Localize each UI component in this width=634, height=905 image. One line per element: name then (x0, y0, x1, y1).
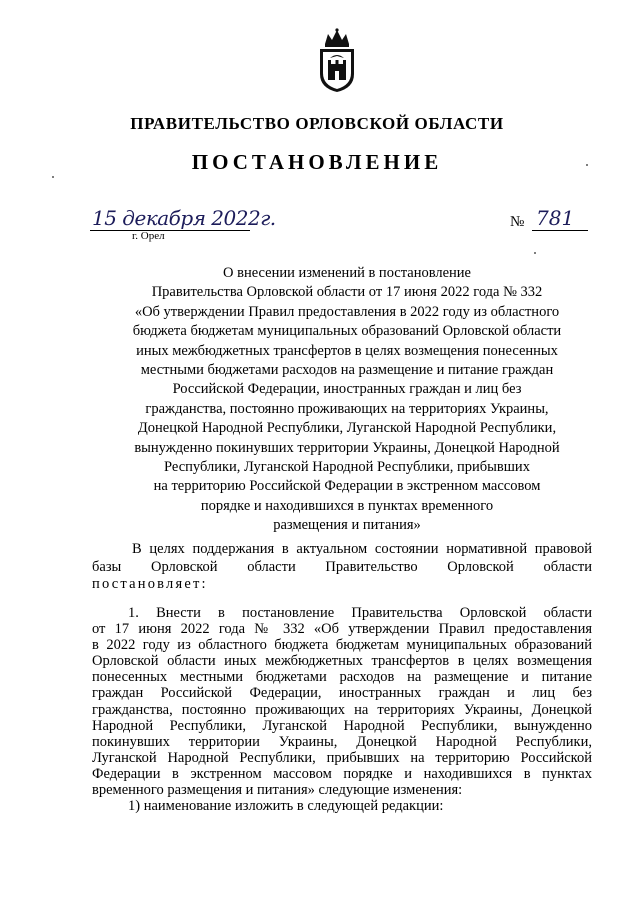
subject-line: на территорию Российской Федерации в экстренном массовом (153, 478, 541, 495)
document-type-title: ПОСТАНОВЛЕНИЕ (191, 150, 443, 174)
subject-line: порядке и находившихся в пунктах временного (200, 497, 494, 514)
preamble-line: базы Орловской области Правительство Орловской области (92, 558, 592, 575)
item-line: в 2022 году из областного бюджета бюджетам муниципальных образований (92, 637, 592, 654)
item-line: 1. Внести в постановление Правительства Орловской области (128, 605, 592, 621)
subject-line: Правительства Орловской области от 17 июня 2022 года № 332 (151, 284, 543, 301)
item-line: понесенных местными бюджетами расходов на размещение и питание (92, 669, 592, 686)
subject-line: местными бюджетами расходов на размещение и питание граждан (140, 362, 554, 379)
subject-line: Республики, Луганской Народной Республики, прибывших (164, 459, 530, 476)
preamble-paragraph (92, 541, 592, 594)
scan-speck (52, 176, 54, 178)
item-line: от 17 июня 2022 года № 332 «Об утверждении Правил предоставления (92, 621, 592, 638)
item-line: Народной Республики, Луганской Народной Республики, вынужденно (92, 717, 592, 734)
subject-line: О внесении изменений в постановление (223, 265, 471, 281)
preamble-line: В целях поддержания в актуальном состоянии нормативной правовой (132, 541, 592, 557)
handwritten-number: 781 (536, 206, 575, 230)
item-line: Луганской Народной Республики, прибывших на территорию Российской (92, 749, 592, 766)
date-underline (90, 230, 250, 231)
government-title: ПРАВИТЕЛЬСТВО ОРЛОВСКОЙ ОБЛАСТИ (130, 114, 504, 133)
handwritten-date: 15 декабря 2022г. (92, 206, 276, 230)
city-label: г. Орел (132, 230, 165, 242)
subject-line: вынужденно покинувших территории Украины, Донецкой Народной (134, 439, 560, 456)
item-line: граждан Российской Федерации, иностранных граждан и лиц без (92, 685, 592, 702)
item-line: временного размещения и питания» следующие изменения: (92, 782, 463, 799)
item-1-paragraph (92, 605, 592, 814)
subject-line: размещения и питания» (273, 517, 421, 534)
document-subject (100, 264, 594, 536)
subject-line: иных межбюджетных трансфертов в целях возмещения понесенных (136, 342, 558, 359)
number-underline (532, 230, 588, 231)
scan-speck (586, 164, 588, 166)
scan-speck (534, 252, 536, 254)
subject-line: бюджета бюджетам муниципальных образований Орловской области (132, 323, 562, 340)
subject-line: Донецкой Народной Республики, Луганской Народной Республики, (137, 420, 557, 437)
item-line: гражданства, постоянно проживающих на территориях Украины, Донецкой (92, 701, 592, 718)
item-line: Орловской области иных межбюджетных трансфертов в целях возмещения (92, 653, 592, 670)
number-label: № (510, 214, 525, 230)
subject-line: Российской Федерации, иностранных граждан и лиц без (172, 381, 522, 398)
subject-line: гражданства, постоянно проживающих на территориях Украины, (145, 400, 549, 417)
coat-of-arms-icon (316, 28, 358, 94)
item-line: покинувших территории Украины, Донецкой Народной Республики, (92, 733, 592, 750)
subitem-1: 1) наименование изложить в следующей редакции: (128, 798, 444, 815)
item-line: Федерации в экстренном массовом порядке и находившихся в пунктах (92, 765, 592, 782)
preamble-resolves: постановляет: (92, 576, 208, 592)
subject-line: «Об утверждении Правил предоставления в 2022 году из областного (134, 303, 560, 320)
